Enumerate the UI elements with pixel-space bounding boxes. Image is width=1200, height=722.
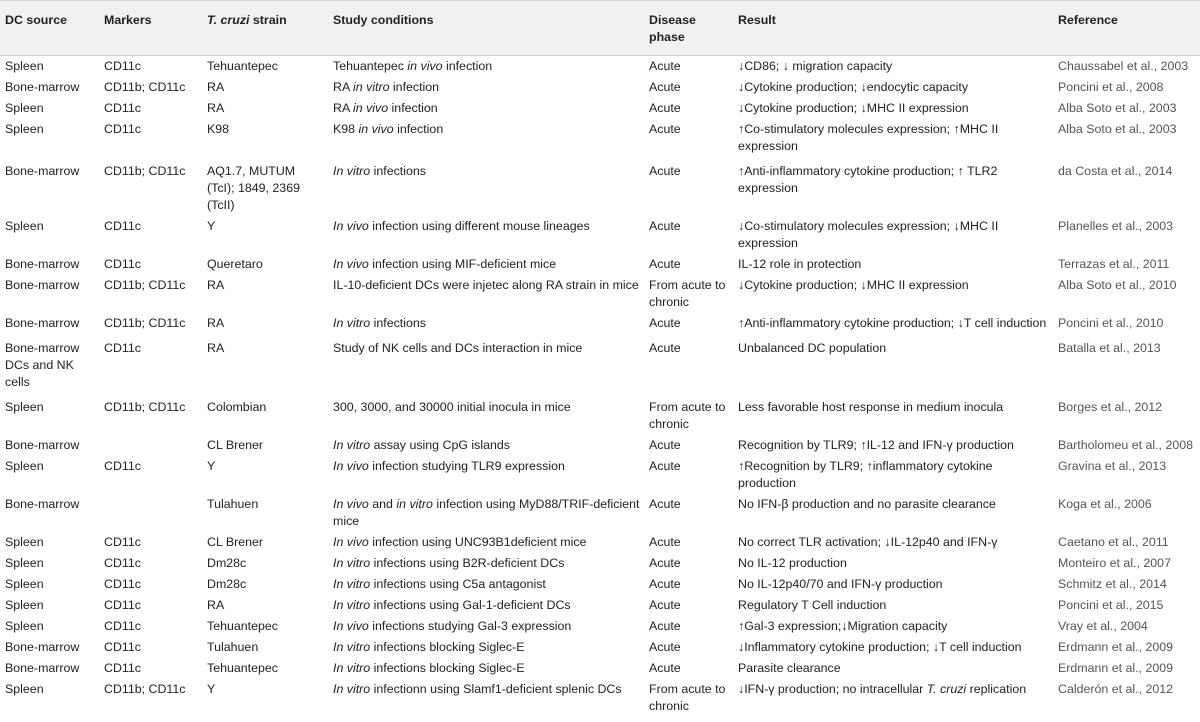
cell-dc-source: Bone-marrow xyxy=(5,164,80,178)
text-segment: infections using Gal-1-deficient DCs xyxy=(370,598,571,612)
cell-study-conditions xyxy=(329,553,645,574)
cell-dc-source: Bone-marrow xyxy=(5,278,80,292)
cell-disease-phase: Acute xyxy=(649,556,681,570)
table-row xyxy=(0,679,1200,717)
cell-disease-phase: Acute xyxy=(649,101,681,115)
text-segment: infections blocking Siglec-E xyxy=(370,661,525,675)
cell-dc-source: Bone-marrow DCs and NK cells xyxy=(5,341,80,389)
cell-dc-source: Bone-marrow xyxy=(5,80,80,94)
text-segment: No IFN-β production and no parasite clearance xyxy=(738,497,996,511)
cell-strain: AQ1.7, MUTUM (TcI); 1849, 2369 (TcII) xyxy=(207,164,300,212)
cell-study-conditions xyxy=(329,56,645,78)
cell-markers: CD11b; CD11c xyxy=(104,278,186,292)
text-segment: ↓Inflammatory cytokine production; ↓T cell induction xyxy=(738,640,1022,654)
text-segment: ↓Cytokine production; ↓MHC II expression xyxy=(738,278,969,292)
italic-text: In vivo xyxy=(333,459,369,473)
text-segment: ↑Recognition by TLR9; ↑inflammatory cytokine production xyxy=(738,459,993,490)
cell-dc-source: Spleen xyxy=(5,577,44,591)
cell-result xyxy=(734,216,1054,254)
text-segment: assay using CpG islands xyxy=(370,438,510,452)
cell-study-conditions xyxy=(329,98,645,119)
text-segment: RA xyxy=(333,101,353,115)
text-segment: ↓IFN-γ production; no intracellular xyxy=(738,682,927,696)
cell-reference: Vray et al., 2004 xyxy=(1058,619,1148,633)
cell-strain: Tehuantepec xyxy=(207,59,278,73)
text-segment: ↑Co-stimulatory molecules expression; ↑MHC II expression xyxy=(738,122,999,153)
cell-markers: CD11c xyxy=(104,640,141,654)
header-result: Result xyxy=(738,13,776,27)
cell-strain: Y xyxy=(207,682,216,696)
cell-dc-source: Spleen xyxy=(5,459,44,473)
text-segment: Less favorable host response in medium inocula xyxy=(738,400,1004,414)
text-segment: infection xyxy=(442,59,493,73)
cell-reference: Monteiro et al., 2007 xyxy=(1058,556,1171,570)
cell-study-conditions xyxy=(329,216,645,254)
cell-markers: CD11c xyxy=(104,661,141,675)
cell-result xyxy=(734,456,1054,494)
text-segment: infections xyxy=(370,316,426,330)
cell-reference: Alba Soto et al., 2003 xyxy=(1058,122,1177,136)
cell-dc-source: Spleen xyxy=(5,122,44,136)
cell-study-conditions xyxy=(329,456,645,494)
cell-result xyxy=(734,658,1054,679)
cell-dc-source: Spleen xyxy=(5,682,44,696)
cell-markers: CD11c xyxy=(104,619,141,633)
cell-markers: CD11c xyxy=(104,535,141,549)
text-segment: infectionn using Slamf1-deficient splenic DCs xyxy=(370,682,622,696)
cell-dc-source: Spleen xyxy=(5,598,44,612)
cell-strain: CL Brener xyxy=(207,535,264,549)
cell-strain: Colombian xyxy=(207,400,267,414)
cell-disease-phase: Acute xyxy=(649,598,681,612)
cell-disease-phase: Acute xyxy=(649,257,681,271)
italic-text: in vivo xyxy=(407,59,443,73)
cell-dc-source: Bone-marrow xyxy=(5,640,80,654)
cell-result xyxy=(734,313,1054,334)
header-study-conditions: Study conditions xyxy=(333,13,434,27)
cell-study-conditions xyxy=(329,77,645,98)
text-segment: K98 xyxy=(333,122,359,136)
cell-study-conditions xyxy=(329,494,645,532)
table-row xyxy=(0,98,1200,119)
cell-reference: Koga et al., 2006 xyxy=(1058,497,1152,511)
text-segment: infections blocking Siglec-E xyxy=(370,640,525,654)
cell-disease-phase: Acute xyxy=(649,80,681,94)
text-segment: infection xyxy=(393,122,444,136)
italic-text: in vitro xyxy=(396,497,433,511)
cell-reference: Chaussabel et al., 2003 xyxy=(1058,59,1189,73)
cell-markers: CD11b; CD11c xyxy=(104,400,186,414)
text-segment: Unbalanced DC population xyxy=(738,341,887,355)
text-segment: 300, 3000, and 30000 initial inocula in mice xyxy=(333,400,571,414)
table-row xyxy=(0,313,1200,334)
text-segment: infection studying TLR9 expression xyxy=(368,459,565,473)
cell-markers: CD11c xyxy=(104,577,141,591)
cell-disease-phase: From acute to chronic xyxy=(649,682,726,713)
cell-study-conditions xyxy=(329,313,645,334)
cell-result xyxy=(734,679,1054,717)
table-row xyxy=(0,494,1200,532)
text-segment: ↓Cytokine production; ↓MHC II expression xyxy=(738,101,969,115)
cell-dc-source: Bone-marrow xyxy=(5,257,80,271)
table-row xyxy=(0,393,1200,435)
cell-markers xyxy=(100,435,203,456)
italic-text: In vivo xyxy=(333,219,369,233)
cell-disease-phase: Acute xyxy=(649,661,681,675)
text-segment: Parasite clearance xyxy=(738,661,841,675)
table-row xyxy=(0,216,1200,254)
cell-study-conditions xyxy=(329,658,645,679)
cell-disease-phase: Acute xyxy=(649,497,681,511)
cell-result xyxy=(734,553,1054,574)
cell-markers: CD11c xyxy=(104,556,141,570)
italic-text: In vitro xyxy=(333,316,371,330)
italic-text: In vitro xyxy=(333,577,371,591)
cell-study-conditions xyxy=(329,334,645,393)
cell-reference: Poncini et al., 2008 xyxy=(1058,80,1164,94)
header-strain-italic: T. cruzi xyxy=(207,13,250,27)
cell-study-conditions xyxy=(329,157,645,216)
cell-markers xyxy=(100,494,203,532)
text-segment: IL-10-deficient DCs were injetec along RA strain in mice xyxy=(333,278,639,292)
italic-text: In vivo xyxy=(333,497,369,511)
text-segment: Regulatory T Cell induction xyxy=(738,598,887,612)
cell-dc-source: Spleen xyxy=(5,400,44,414)
text-segment: infection using UNC93B1deficient mice xyxy=(368,535,587,549)
cell-result xyxy=(734,595,1054,616)
italic-text: In vivo xyxy=(333,257,369,271)
cell-markers: CD11c xyxy=(104,59,141,73)
cell-result xyxy=(734,157,1054,216)
cell-dc-source: Bone-marrow xyxy=(5,316,80,330)
cell-study-conditions xyxy=(329,616,645,637)
text-segment: Study of NK cells and DCs interaction in mice xyxy=(333,341,583,355)
italic-text: in vitro xyxy=(352,80,390,94)
text-segment: replication xyxy=(966,682,1027,696)
cell-markers: CD11c xyxy=(104,341,141,355)
table-header xyxy=(0,1,1200,56)
cell-result xyxy=(734,254,1054,275)
cell-dc-source: Spleen xyxy=(5,556,44,570)
italic-text: T. cruzi xyxy=(926,682,967,696)
cell-study-conditions xyxy=(329,435,645,456)
cell-disease-phase: Acute xyxy=(649,122,681,136)
cell-strain: RA xyxy=(207,341,225,355)
cell-result xyxy=(734,574,1054,595)
cell-strain: K98 xyxy=(207,122,230,136)
cell-result xyxy=(734,532,1054,553)
cell-study-conditions xyxy=(329,595,645,616)
cell-markers: CD11c xyxy=(104,598,141,612)
table-row xyxy=(0,553,1200,574)
italic-text: In vitro xyxy=(333,682,371,696)
table-row xyxy=(0,456,1200,494)
cell-strain: RA xyxy=(207,598,225,612)
cell-dc-source: Spleen xyxy=(5,619,44,633)
cell-strain: Tulahuen xyxy=(207,497,259,511)
cell-strain: Queretaro xyxy=(207,257,263,271)
cell-result xyxy=(734,435,1054,456)
cell-markers: CD11b; CD11c xyxy=(104,682,186,696)
table-row xyxy=(0,56,1200,78)
cell-strain: RA xyxy=(207,278,225,292)
cell-study-conditions xyxy=(329,532,645,553)
text-segment: No IL-12 production xyxy=(738,556,847,570)
italic-text: In vitro xyxy=(333,556,371,570)
cell-markers: CD11c xyxy=(104,219,141,233)
cell-reference: Erdmann et al., 2009 xyxy=(1058,640,1174,654)
text-segment: ↑Anti-inflammatory cytokine production; ↓T cell induction xyxy=(738,316,1047,330)
cell-markers: CD11c xyxy=(104,257,141,271)
text-segment: Tehuantepec xyxy=(333,59,408,73)
italic-text: In vitro xyxy=(333,598,371,612)
header-dc-source: DC source xyxy=(5,13,67,27)
text-segment: infection xyxy=(388,101,438,115)
text-segment: ↓Co-stimulatory molecules expression; ↓MHC II expression xyxy=(738,219,999,250)
cell-result xyxy=(734,616,1054,637)
text-segment: infection using MIF-deficient mice xyxy=(368,257,557,271)
cell-disease-phase: Acute xyxy=(649,535,681,549)
cell-strain: Dm28c xyxy=(207,556,247,570)
cell-study-conditions xyxy=(329,393,645,435)
cell-result xyxy=(734,334,1054,393)
header-row xyxy=(0,1,1200,56)
text-segment: ↓CD86; ↓ migration capacity xyxy=(738,59,893,73)
cell-study-conditions xyxy=(329,679,645,717)
italic-text: In vivo xyxy=(333,619,369,633)
table-row xyxy=(0,532,1200,553)
cell-disease-phase: Acute xyxy=(649,59,681,73)
cell-strain: Tulahuen xyxy=(207,640,259,654)
cell-reference: Planelles et al., 2003 xyxy=(1058,219,1174,233)
text-segment: IL-12 role in protection xyxy=(738,257,862,271)
cell-reference: Poncini et al., 2015 xyxy=(1058,598,1164,612)
cell-strain: Tehuantepec xyxy=(207,619,278,633)
italic-text: In vitro xyxy=(333,661,371,675)
table-row xyxy=(0,435,1200,456)
cell-study-conditions xyxy=(329,275,645,313)
table-row xyxy=(0,275,1200,313)
table-row xyxy=(0,658,1200,679)
text-segment: ↓Cytokine production; ↓endocytic capacity xyxy=(738,80,969,94)
header-strain-suffix: strain xyxy=(249,13,287,27)
table-row xyxy=(0,637,1200,658)
italic-text: in vivo xyxy=(352,101,389,115)
cell-markers: CD11b; CD11c xyxy=(104,164,186,178)
italic-text: In vitro xyxy=(333,164,371,178)
cell-disease-phase: Acute xyxy=(649,619,681,633)
cell-markers: CD11c xyxy=(104,101,141,115)
header-disease-phase: Disease phase xyxy=(649,13,696,44)
cell-disease-phase: Acute xyxy=(649,640,681,654)
cell-reference: Batalla et al., 2013 xyxy=(1058,341,1161,355)
cell-result xyxy=(734,56,1054,78)
table-row xyxy=(0,254,1200,275)
cell-dc-source: Spleen xyxy=(5,219,44,233)
cell-markers: CD11c xyxy=(104,122,141,136)
table-row xyxy=(0,616,1200,637)
cell-markers: CD11b; CD11c xyxy=(104,316,186,330)
cell-reference: Borges et al., 2012 xyxy=(1058,400,1163,414)
cell-strain: Y xyxy=(207,219,216,233)
cell-result xyxy=(734,77,1054,98)
text-segment: infections using B2R-deficient DCs xyxy=(370,556,565,570)
cell-result xyxy=(734,637,1054,658)
table-row xyxy=(0,334,1200,393)
table-row xyxy=(0,119,1200,157)
cell-strain: Dm28c xyxy=(207,577,247,591)
cell-disease-phase: Acute xyxy=(649,219,681,233)
text-segment: No IL-12p40/70 and IFN-γ production xyxy=(738,577,943,591)
cell-reference: Calderón et al., 2012 xyxy=(1058,682,1174,696)
cell-study-conditions xyxy=(329,637,645,658)
text-segment: infection xyxy=(389,80,440,94)
text-segment: RA xyxy=(333,80,353,94)
italic-text: In vitro xyxy=(333,640,371,654)
cell-reference: Caetano et al., 2011 xyxy=(1058,535,1169,549)
cell-disease-phase: Acute xyxy=(649,316,681,330)
cell-strain: RA xyxy=(207,80,225,94)
header-strain xyxy=(203,1,329,56)
cell-reference: Bartholomeu et al., 2008 xyxy=(1058,438,1194,452)
cell-study-conditions xyxy=(329,574,645,595)
cell-dc-source: Spleen xyxy=(5,59,44,73)
table-row xyxy=(0,574,1200,595)
cell-reference: da Costa et al., 2014 xyxy=(1058,164,1173,178)
cell-result xyxy=(734,119,1054,157)
cell-reference: Alba Soto et al., 2010 xyxy=(1058,278,1177,292)
cell-markers: CD11b; CD11c xyxy=(104,80,186,94)
cell-study-conditions xyxy=(329,254,645,275)
text-segment: infection using MyD88/TRIF-deficient mice xyxy=(333,497,640,528)
cell-disease-phase: From acute to chronic xyxy=(649,400,726,431)
table-body xyxy=(0,56,1200,718)
cell-result xyxy=(734,98,1054,119)
text-segment: infections using C5a antagonist xyxy=(370,577,546,591)
italic-text: in vivo xyxy=(358,122,394,136)
text-segment: infections xyxy=(370,164,426,178)
text-segment: infection using different mouse lineages xyxy=(368,219,590,233)
cell-strain: Tehuantepec xyxy=(207,661,278,675)
cell-strain: Y xyxy=(207,459,216,473)
cell-result xyxy=(734,494,1054,532)
cell-dc-source: Spleen xyxy=(5,535,44,549)
cell-dc-source: Bone-marrow xyxy=(5,497,80,511)
cell-strain: RA xyxy=(207,101,225,115)
cell-reference: Erdmann et al., 2009 xyxy=(1058,661,1174,675)
header-markers: Markers xyxy=(104,13,152,27)
cell-reference: Terrazas et al., 2011 xyxy=(1058,257,1170,271)
cell-reference: Poncini et al., 2010 xyxy=(1058,316,1164,330)
cell-dc-source: Bone-marrow xyxy=(5,661,80,675)
cell-disease-phase: Acute xyxy=(649,459,681,473)
italic-text: In vitro xyxy=(333,438,371,452)
cell-disease-phase: Acute xyxy=(649,164,681,178)
cell-disease-phase: From acute to chronic xyxy=(649,278,726,309)
text-segment: ↑Anti-inflammatory cytokine production; ↑ TLR2 expression xyxy=(738,164,998,195)
cell-disease-phase: Acute xyxy=(649,341,681,355)
cell-dc-source: Spleen xyxy=(5,101,44,115)
cell-reference: Gravina et al., 2013 xyxy=(1058,459,1167,473)
text-segment: infections studying Gal-3 expression xyxy=(368,619,572,633)
cell-disease-phase: Acute xyxy=(649,577,681,591)
italic-text: In vivo xyxy=(333,535,369,549)
cell-dc-source: Bone-marrow xyxy=(5,438,80,452)
cell-strain: RA xyxy=(207,316,225,330)
table-row xyxy=(0,157,1200,216)
cell-study-conditions xyxy=(329,119,645,157)
cell-reference: Schmitz et al., 2014 xyxy=(1058,577,1167,591)
cell-result xyxy=(734,393,1054,435)
cell-reference: Alba Soto et al., 2003 xyxy=(1058,101,1177,115)
cell-result xyxy=(734,275,1054,313)
table-row xyxy=(0,595,1200,616)
text-segment: Recognition by TLR9; ↑IL-12 and IFN-γ production xyxy=(738,438,1014,452)
cell-disease-phase: Acute xyxy=(649,438,681,452)
text-segment: ↑Gal-3 expression;↓Migration capacity xyxy=(738,619,948,633)
header-reference: Reference xyxy=(1058,13,1118,27)
cell-strain: CL Brener xyxy=(207,438,264,452)
table-row xyxy=(0,77,1200,98)
text-segment: No correct TLR activation; ↓IL-12p40 and IFN-γ xyxy=(738,535,998,549)
cell-markers: CD11c xyxy=(104,459,141,473)
text-segment: and xyxy=(368,497,397,511)
